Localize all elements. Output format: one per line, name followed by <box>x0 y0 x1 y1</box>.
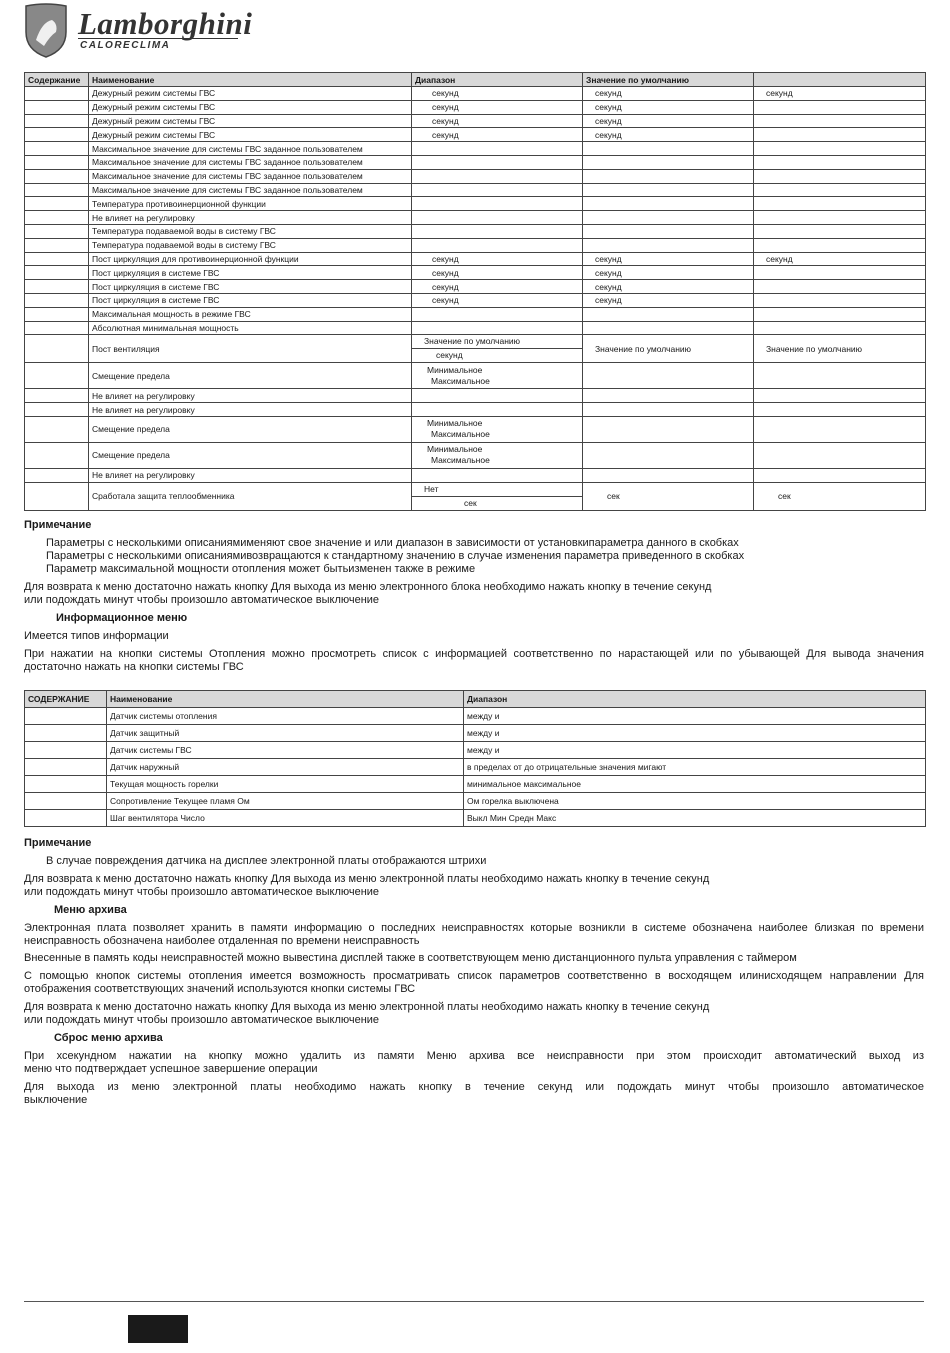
cell-extra <box>754 321 926 335</box>
cell-extra <box>754 238 926 252</box>
note-line: Параметры с несколькими описаниямименяют свое значение и или диапазон в зависимости от установкипараметра данного в скобках <box>46 537 739 549</box>
table-header-row <box>25 73 926 87</box>
table-row <box>25 87 926 101</box>
brand-divider <box>78 38 238 39</box>
cell-content <box>25 128 89 142</box>
cell-name: Температура подаваемой воды в систему ГВС <box>89 238 412 252</box>
table-row <box>25 810 926 827</box>
cell-content <box>25 87 89 101</box>
cell-name: Текущая мощность горелки <box>107 776 464 793</box>
cell-range: секунд <box>412 87 583 101</box>
cell-name: Дежурный режим системы ГВС <box>89 128 412 142</box>
cell-default: секунд <box>583 266 754 280</box>
paragraph: или подождать минут чтобы произошло автоматическое выключение <box>24 1014 380 1026</box>
table-header-row <box>25 691 926 708</box>
cell-range: секунд <box>412 252 583 266</box>
cell-range <box>412 197 583 211</box>
header-extra <box>754 73 926 87</box>
cell-name: Дежурный режим системы ГВС <box>89 87 412 101</box>
paragraph: Для возврата к меню достаточно нажать кнопку Для выхода из меню электронного блока необходимо нажать кнопку в течение секунд <box>24 581 712 593</box>
cell-extra <box>754 128 926 142</box>
paragraph: Электронная плата позволяет хранить в памяти информацию о последних неисправностях которые возникли в системе обозначена наиболее близкая по времени <box>24 922 924 934</box>
paragraph: Внесенные в память коды неисправностей можно вывестина дисплей также в соответствующем меню дистанционного пульта управления с таймером <box>24 952 797 964</box>
brand-logo <box>22 2 253 60</box>
cell-default: секунд <box>583 128 754 142</box>
table-row <box>25 725 926 742</box>
cell-extra <box>754 155 926 169</box>
cell-default: секунд <box>583 252 754 266</box>
cell-range: секунд <box>412 114 583 128</box>
header-content: Содержание <box>25 73 89 87</box>
cell-range: секунд <box>412 293 583 307</box>
cell-range: секунд <box>412 128 583 142</box>
paragraph: С помощью кнопок системы отопления имеется возможность просматривать список параметров соответственно в восходящем илинисходящем направлении Для <box>24 970 924 982</box>
paragraph: Для возврата к меню достаточно нажать кнопку Для выхода из меню электронной платы необходимо нажать кнопку в течение секунд <box>24 873 710 885</box>
footer-rule <box>24 1301 924 1302</box>
cell-name: Дежурный режим системы ГВС <box>89 100 412 114</box>
cell-default <box>583 155 754 169</box>
cell-content <box>25 197 89 211</box>
cell-extra: секунд <box>754 87 926 101</box>
table-row: Пост вентиляция Значение по умолчанию секунд Значение по умолчанию Значение по умолчанию <box>25 335 926 363</box>
cell-range: минимальное максимальное <box>464 776 926 793</box>
brand-subtitle: CALORECLIMA <box>80 40 171 51</box>
header-content: СОДЕРЖАНИЕ <box>25 691 107 708</box>
cell-name: Датчик системы отопления <box>107 708 464 725</box>
note-line: В случае повреждения датчика на дисплее электронной платы отображаются штрихи <box>46 855 487 867</box>
table-row <box>25 100 926 114</box>
paragraph: Имеется типов информации <box>24 630 169 642</box>
cell-range <box>412 307 583 321</box>
cell-name: Максимальное значение для системы ГВС заданное пользователем <box>89 142 412 156</box>
table-row <box>25 197 926 211</box>
section-title: Сброс меню архива <box>54 1032 163 1044</box>
cell-content <box>25 793 107 810</box>
table-row <box>25 708 926 725</box>
table-row <box>25 128 926 142</box>
table-row: Сработала защита теплообменника Нет сек сек сек <box>25 482 926 510</box>
cell-range: Ом горелка выключена <box>464 793 926 810</box>
cell-default <box>583 142 754 156</box>
paragraph: Для выхода из меню электронной платы необходимо нажать кнопку в течение секунд или подождать минут чтобы произошло автоматическое <box>24 1081 924 1093</box>
note-line: Параметр максимальной мощности отопления может бытьизменен также в режиме <box>46 563 476 575</box>
cell-extra <box>754 266 926 280</box>
paragraph: достаточно нажать на кнопки системы ГВС <box>24 661 244 673</box>
cell-name: Максимальная мощность в режиме ГВС <box>89 307 412 321</box>
cell-extra <box>754 183 926 197</box>
table-row <box>25 266 926 280</box>
page-number-box <box>128 1315 188 1343</box>
table-row <box>25 142 926 156</box>
cell-default <box>583 183 754 197</box>
note-title: Примечание <box>24 519 92 531</box>
cell-extra <box>754 224 926 238</box>
cell-content <box>25 169 89 183</box>
cell-content <box>25 708 107 725</box>
table-row <box>25 169 926 183</box>
table-row: Не влияет на регулировку <box>25 389 926 403</box>
cell-default <box>583 211 754 225</box>
cell-name: Абсолютная минимальная мощность <box>89 321 412 335</box>
cell-name: Пост циркуляция для противоинерционной функции <box>89 252 412 266</box>
table-row <box>25 321 926 335</box>
cell-extra <box>754 100 926 114</box>
cell-range: между и <box>464 742 926 759</box>
table-row: Не влияет на регулировку <box>25 468 926 482</box>
info-table <box>24 690 926 827</box>
cell-content <box>25 155 89 169</box>
table-row <box>25 776 926 793</box>
cell-content <box>25 293 89 307</box>
table-row: Смещение предела Минимальное Максимальное <box>25 363 926 389</box>
cell-range <box>412 211 583 225</box>
cell-range <box>412 169 583 183</box>
cell-content <box>25 224 89 238</box>
cell-range: между и <box>464 708 926 725</box>
cell-name: Максимальное значение для системы ГВС заданное пользователем <box>89 169 412 183</box>
cell-extra <box>754 307 926 321</box>
cell-content <box>25 759 107 776</box>
cell-extra: секунд <box>754 252 926 266</box>
cell-default <box>583 321 754 335</box>
cell-extra <box>754 197 926 211</box>
paragraph: или подождать минут чтобы произошло автоматическое выключение <box>24 594 380 606</box>
header-range: Диапазон <box>412 73 583 87</box>
cell-extra <box>754 114 926 128</box>
cell-default: секунд <box>583 100 754 114</box>
table-row <box>25 114 926 128</box>
cell-name: Температура противоинерционной функции <box>89 197 412 211</box>
table-row <box>25 224 926 238</box>
cell-range: секунд <box>412 100 583 114</box>
cell-range: секунд <box>412 280 583 294</box>
cell-content <box>25 810 107 827</box>
cell-extra <box>754 211 926 225</box>
header-name: Наименование <box>107 691 464 708</box>
note-line: Параметры с несколькими описаниямивозвращаются к стандартному значению в случае изменения параметра приведенного в скобках <box>46 550 745 562</box>
table-row <box>25 280 926 294</box>
cell-extra <box>754 280 926 294</box>
cell-content <box>25 742 107 759</box>
cell-range <box>412 238 583 252</box>
cell-name: Датчик наружный <box>107 759 464 776</box>
cell-content <box>25 211 89 225</box>
brand-name: Lamborghini <box>78 6 253 41</box>
cell-range: между и <box>464 725 926 742</box>
cell-name: Датчик системы ГВС <box>107 742 464 759</box>
table-row: Смещение предела Минимальное Максимальное <box>25 416 926 442</box>
cell-default <box>583 224 754 238</box>
cell-name: Температура подаваемой воды в систему ГВС <box>89 224 412 238</box>
header-range: Диапазон <box>464 691 926 708</box>
paragraph: Для возврата к меню достаточно нажать кнопку Для выхода из меню электронной платы необходимо нажать кнопку в течение секунд <box>24 1001 710 1013</box>
cell-default <box>583 169 754 183</box>
cell-default: секунд <box>583 87 754 101</box>
table-row <box>25 759 926 776</box>
cell-content <box>25 238 89 252</box>
cell-content <box>25 280 89 294</box>
cell-content <box>25 100 89 114</box>
paragraph: При нажатии на кнопки системы Отопления можно просмотреть список с информацией соответственно по нарастающей или по убывающей Для вывода значения <box>24 648 924 660</box>
cell-extra <box>754 142 926 156</box>
table-row <box>25 742 926 759</box>
cell-default: секунд <box>583 114 754 128</box>
cell-name: Сопротивление Текущее пламя Ом <box>107 793 464 810</box>
paragraph: неисправность обозначена наиболее отдаленная по времени неисправность <box>24 935 420 947</box>
cell-content <box>25 114 89 128</box>
table-row <box>25 307 926 321</box>
bull-shield-icon <box>22 2 70 58</box>
cell-name: Пост циркуляция в системе ГВС <box>89 280 412 294</box>
cell-content <box>25 725 107 742</box>
table-row <box>25 155 926 169</box>
cell-default: секунд <box>583 280 754 294</box>
paragraph: или подождать минут чтобы произошло автоматическое выключение <box>24 886 380 898</box>
cell-name: Максимальное значение для системы ГВС заданное пользователем <box>89 183 412 197</box>
cell-name: Дежурный режим системы ГВС <box>89 114 412 128</box>
cell-name: Максимальное значение для системы ГВС заданное пользователем <box>89 155 412 169</box>
header-name: Наименование <box>89 73 412 87</box>
cell-content <box>25 183 89 197</box>
cell-default <box>583 197 754 211</box>
cell-name: Не влияет на регулировку <box>89 211 412 225</box>
cell-range: Выкл Мин Средн Макс <box>464 810 926 827</box>
cell-range <box>412 321 583 335</box>
cell-content <box>25 266 89 280</box>
table-row <box>25 252 926 266</box>
cell-default: секунд <box>583 293 754 307</box>
cell-range <box>412 142 583 156</box>
table-row <box>25 238 926 252</box>
cell-range: в пределах от до отрицательные значения мигают <box>464 759 926 776</box>
cell-content <box>25 776 107 793</box>
cell-name: Пост циркуляция в системе ГВС <box>89 266 412 280</box>
paragraph: меню что подтверждает успешное завершение операции <box>24 1063 318 1075</box>
cell-range <box>412 224 583 238</box>
table-row: Смещение предела Минимальное Максимальное <box>25 442 926 468</box>
cell-range: секунд <box>412 266 583 280</box>
cell-range <box>412 183 583 197</box>
cell-content <box>25 307 89 321</box>
section-title: Информационное меню <box>56 612 188 624</box>
paragraph: выключение <box>24 1094 88 1106</box>
cell-name: Пост циркуляция в системе ГВС <box>89 293 412 307</box>
cell-content <box>25 252 89 266</box>
table-row <box>25 293 926 307</box>
cell-extra <box>754 169 926 183</box>
note-title: Примечание <box>24 837 92 849</box>
cell-content <box>25 142 89 156</box>
section-title: Меню архива <box>54 904 127 916</box>
cell-range <box>412 155 583 169</box>
paragraph: отображения соответствующих значений используются кнопки системы ГВС <box>24 983 416 995</box>
cell-default <box>583 307 754 321</box>
cell-content <box>25 321 89 335</box>
table-row <box>25 211 926 225</box>
table-row <box>25 183 926 197</box>
cell-extra <box>754 293 926 307</box>
cell-default <box>583 238 754 252</box>
cell-name: Датчик защитный <box>107 725 464 742</box>
parameters-table <box>24 72 926 511</box>
header-default: Значение по умолчанию <box>583 73 754 87</box>
table-row <box>25 793 926 810</box>
paragraph: При хсекундном нажатии на кнопку можно удалить из памяти Меню архива все неисправности при этом происходит автоматический выход из <box>24 1050 924 1062</box>
cell-name: Шаг вентилятора Число <box>107 810 464 827</box>
table-row: Не влияет на регулировку <box>25 403 926 417</box>
